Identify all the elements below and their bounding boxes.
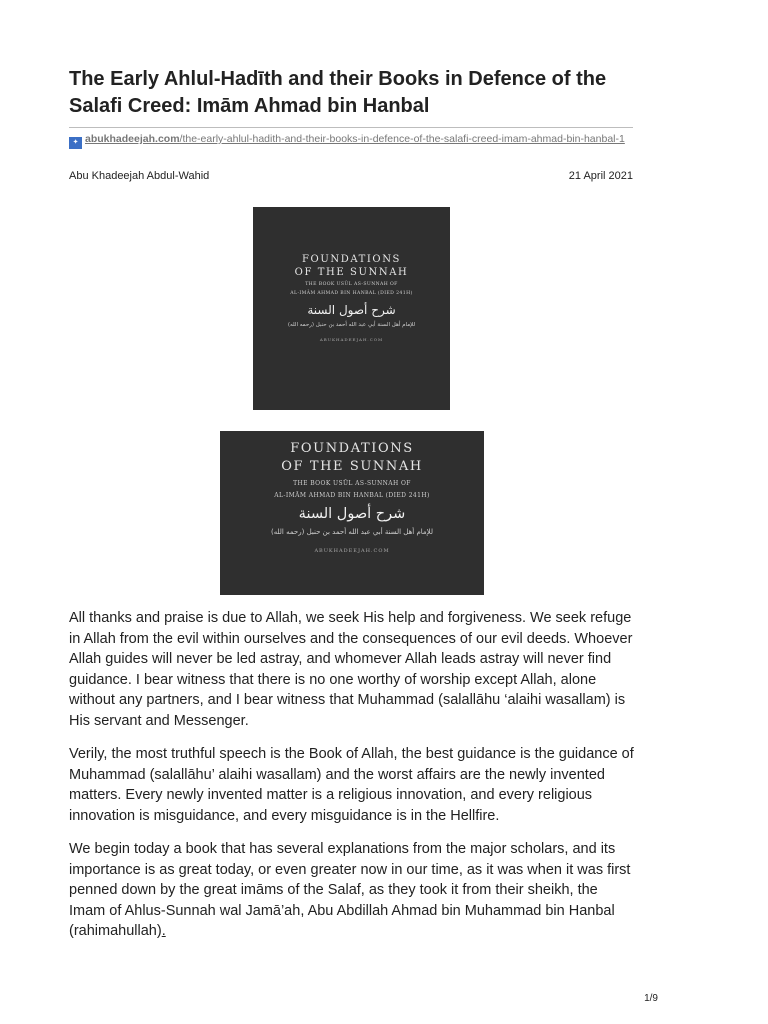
cover-heading-line2: OF THE SUNNAH	[294, 267, 409, 278]
paragraph-1: All thanks and praise is due to Allah, we seek His help and forgiveness. We seek refuge in Allah from the evil within ourselves and the consequences of our evil deeds. Whoever Allah guides will never be led astray, and whomever Allah leads astray will never find guidance. I bear witness that there is no one worthy of worship except Allah, alone without any partners, and I bear witness that Muhammad (salallāhu ‘alaihi wasallam) is His servant and Messenger.	[69, 610, 633, 729]
cover-arabic-title: شرح أصول السنة	[307, 303, 396, 317]
site-favicon-icon: ✦	[69, 137, 82, 149]
source-domain: abukhadeejah.com	[85, 133, 180, 145]
cover-site: ABUKHADEEJAH.COM	[314, 548, 390, 554]
paragraph-3	[69, 839, 635, 942]
cover-subtitle-line2: AL-IMĀM AHMAD BIN HANBAL (DIED 241H)	[290, 291, 413, 296]
paragraph-2: Verily, the most truthful speech is the Book of Allah, the best guidance is the guidance of Muhammad (salallāhu’ alaihi wasallam) and the worst affairs are the newly invented matters. Every newly invented matter is a religious innovation, and every religious innovation is misguidance, and every misguidance is in the Hellfire.	[69, 746, 634, 824]
cover-heading-line2: OF THE SUNNAH	[281, 459, 423, 474]
book-cover-image-square	[253, 207, 450, 410]
cover-heading-line1: FOUNDATIONS	[301, 254, 402, 265]
article-title: The Early Ahlul-Hadīth and their Books in Defence of the Salafi Creed: Imām Ahmad bin Hanbal	[69, 68, 607, 117]
source-url-link[interactable]	[85, 133, 625, 145]
title-divider	[69, 127, 633, 128]
cover-arabic-subtitle: للإمام أهل السنة أبي عبد الله أحمد بن حنبل (رحمه الله)	[287, 322, 416, 328]
paragraph-3-text: We begin today a book that has several explanations from the major scholars, and its importance is as great today, or even greater now in our time, as it was when it was first penned down by the great imāms of the Salaf, as they took it from their sheikh, the Imam of Ahlus-Sunnah wal Jamā’ah, Abu Abdillah Ahmad bin Muhammad bin Hanbal (rahimahullah)	[69, 841, 631, 939]
cover-subtitle-line2: AL-IMĀM AHMAD BIN HANBAL (DIED 241H)	[274, 492, 430, 499]
cover-heading-line1: FOUNDATIONS	[290, 441, 414, 456]
cover-site: ABUKHADEEJAH.COM	[319, 337, 384, 342]
author: Abu Khadeejah Abdul-Wahid	[69, 170, 210, 182]
publish-date: 21 April 2021	[568, 170, 633, 182]
cover-subtitle-line1: THE BOOK USŪL AS-SUNNAH OF	[305, 282, 398, 287]
source-path: /the-early-ahlul-hadith-and-their-books-in-defence-of-the-salafi-creed-imam-ahmad-bin-hanbal-1	[179, 133, 625, 145]
article-meta	[69, 170, 633, 182]
footnote-link[interactable]: .	[161, 923, 166, 939]
source-link-row	[69, 132, 635, 149]
cover-subtitle-line1: THE BOOK USŪL AS-SUNNAH OF	[293, 480, 411, 487]
article-body	[69, 608, 635, 955]
book-cover-image-wide	[220, 431, 484, 595]
cover-arabic-title: شرح أصول السنة	[298, 506, 406, 522]
page-number: 1/9	[644, 993, 658, 1004]
cover-arabic-subtitle: للإمام أهل السنة أبي عبد الله أحمد بن حنبل (رحمه الله)	[271, 528, 433, 536]
